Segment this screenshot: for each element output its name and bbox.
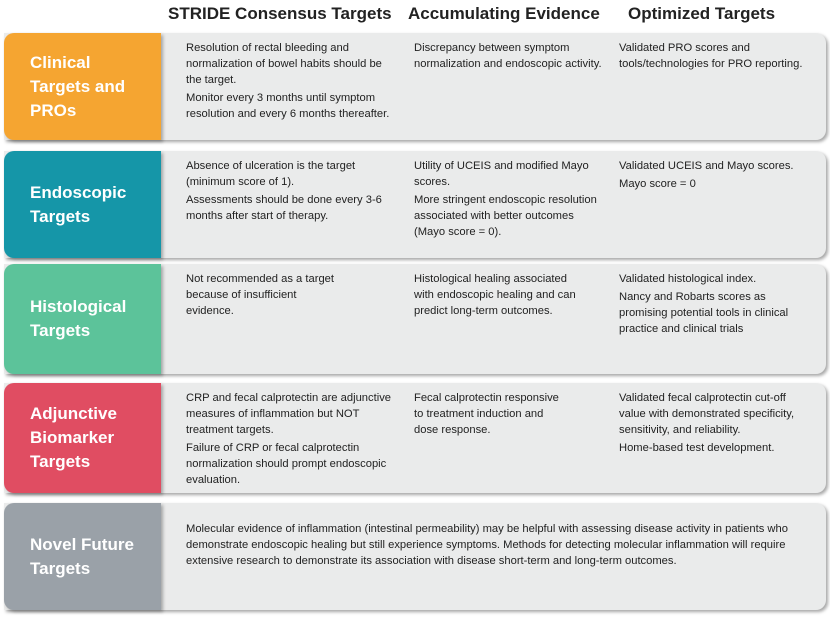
row-biomarker	[4, 383, 826, 493]
row-endoscopic	[4, 151, 826, 258]
cell-text: Molecular evidence of inflammation (intestinal permeability) may be helpful with assessing disease activity in patients who demonstrate endoscopic healing but still experience symptoms. Methods for detecting molecular inflammation will require extensive research to demonstrate its association with disease short-term and long-term outcomes.	[186, 523, 788, 567]
cell-endoscopic-stride	[186, 158, 391, 226]
label-line: PROs	[30, 100, 77, 120]
row-histological	[4, 264, 826, 374]
label-line: Endoscopic	[30, 182, 127, 202]
header-optimized-targets: Optimized Targets	[628, 4, 776, 23]
cell-text: Validated PRO scores and tools/technologies for PRO reporting.	[619, 42, 803, 70]
label-novel	[4, 503, 161, 610]
label-line: Histological	[30, 297, 127, 316]
label-line: Targets and	[30, 76, 126, 96]
label-endoscopic	[4, 151, 161, 258]
cell-endoscopic-optimized	[619, 158, 814, 194]
label-histological	[4, 264, 161, 374]
cell-endoscopic-evidence	[414, 158, 604, 242]
cell-text: Resolution of rectal bleeding and normalization of bowel habits should be the target.	[186, 42, 382, 86]
label-line: Targets	[30, 558, 91, 578]
cell-text: CRP and fecal calprotectin are adjunctive measures of inflammation but NOT treatment targets.	[186, 392, 392, 436]
label-clinical	[4, 33, 161, 140]
cell-text: Home-based test development.	[619, 442, 775, 454]
label-line: Biomarker	[30, 428, 115, 447]
cell-biomarker-evidence	[414, 390, 604, 440]
cell-text: Validated UCEIS and Mayo scores.	[619, 160, 794, 172]
cell-biomarker-stride	[186, 390, 391, 490]
row-clinical	[4, 33, 826, 140]
cell-text: Validated fecal calprotectin cut-off value with demonstrated specificity, sensitivity, and reliability.	[619, 392, 795, 436]
cell-text: Discrepancy between symptom normalization and endoscopic activity.	[414, 42, 602, 70]
cell-text: Monitor every 3 months until symptom resolution and every 6 months thereafter.	[186, 92, 390, 120]
label-line: Targets	[30, 321, 91, 340]
cell-clinical-stride	[186, 40, 391, 124]
label-line: Novel Future	[30, 534, 134, 554]
cell-novel-text	[186, 521, 806, 571]
header-accumulating-evidence: Accumulating Evidence	[408, 4, 600, 23]
cell-text: Fecal calprotectin responsive to treatment induction and dose response.	[414, 392, 559, 436]
label-line: Adjunctive	[30, 404, 117, 423]
cell-text: Mayo score = 0	[619, 178, 696, 190]
cell-clinical-optimized	[619, 40, 814, 74]
cell-text: Nancy and Robarts scores as promising potential tools in clinical practice and clinical trials	[619, 291, 789, 335]
row-novel	[4, 503, 826, 610]
label-line: Clinical	[30, 52, 91, 72]
cell-text: Histological healing associated with endoscopic healing and can predict long-term outcomes.	[414, 273, 576, 317]
label-biomarker	[4, 383, 161, 493]
cell-text: Utility of UCEIS and modified Mayo scores.	[414, 160, 589, 188]
cell-histological-evidence	[414, 271, 604, 321]
cell-text: Absence of ulceration is the target (minimum score of 1).	[186, 160, 356, 188]
cell-text: Validated histological index.	[619, 273, 757, 285]
cell-biomarker-optimized	[619, 390, 814, 458]
cell-clinical-evidence	[414, 40, 604, 74]
cell-text: More stringent endoscopic resolution associated with better outcomes (Mayo score = 0).	[414, 194, 597, 238]
cell-text: Failure of CRP or fecal calprotectin normalization should prompt endoscopic evaluation.	[186, 442, 387, 486]
header-stride-consensus: STRIDE Consensus Targets	[168, 4, 392, 23]
cell-histological-stride	[186, 271, 391, 321]
cell-histological-optimized	[619, 271, 814, 339]
cell-text: Not recommended as a target because of insufficient evidence.	[186, 273, 334, 317]
cell-text: Assessments should be done every 3-6 months after start of therapy.	[186, 194, 382, 222]
label-line: Targets	[30, 206, 91, 226]
label-line: Targets	[30, 452, 91, 471]
